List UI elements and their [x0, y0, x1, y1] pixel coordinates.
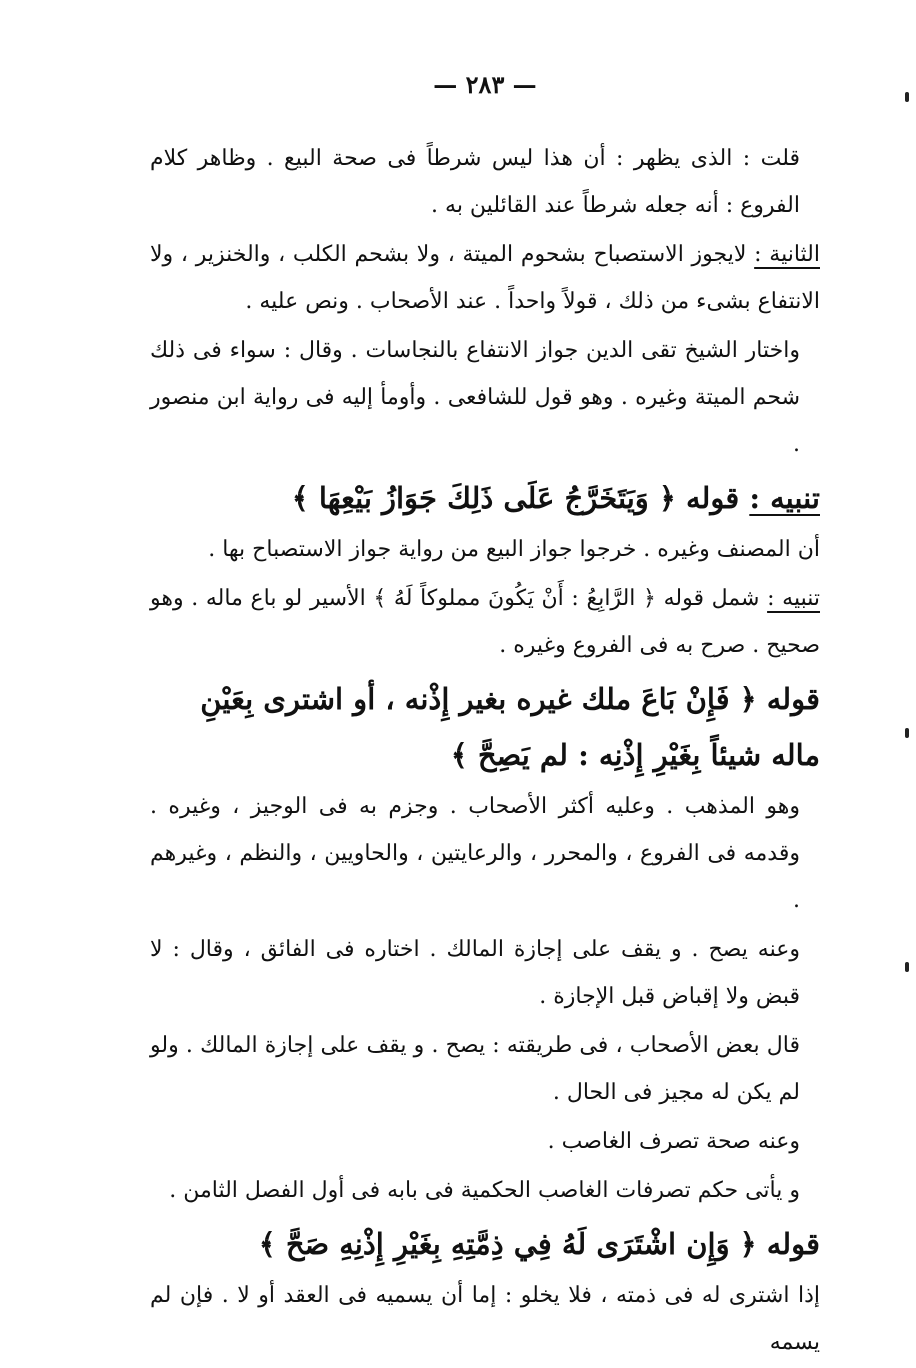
paragraph-text: قال بعض الأصحاب ، فى طريقته : يصح . و يقف على إجازة المالك . ولو لم يكن له مجيز فى الحال . [150, 1033, 800, 1105]
paragraph-text: شمل قوله ﴿ الرَّابِعُ : أَنْ يَكُونَ مملوكاً لَهُ ﴾ الأسير لو باع ماله . وهو صحيح . صرح به فى الفروع وغيره . [150, 586, 820, 658]
paragraph-text: إذا اشترى له فى ذمته ، فلا يخلو : إما أن يسميه فى العقد أو لا . فإن لم يسمه [150, 1283, 820, 1355]
paragraph-second-issue [150, 231, 820, 325]
paragraph [150, 327, 820, 468]
quoted-heading [150, 470, 820, 526]
paragraph-text: أن المصنف وغيره . خرجوا جواز البيع من رواية جواز الاستصباح بها . [208, 537, 820, 562]
heading-text: قوله ﴿ فَإِنْ بَاعَ ملك غيره بغير إِذْنه ، أو اشترى بِعَيْنِ ماله شيئاً بِغَيْرِ إِذْنِه : لم يَصِحَّ ﴾ [200, 682, 820, 772]
paragraph-text: لايجوز الاستصباح بشحوم الميتة ، ولا بشحم الكلب ، والخنزير ، ولا الانتفاع بشىء من ذلك ، قولاً واحداً . عند الأصحاب . ونص عليه . [150, 242, 820, 314]
paragraph [150, 1118, 820, 1165]
paragraph-text: قلت : الذى يظهر : أن هذا ليس شرطاً فى صحة البيع . وظاهر كلام الفروع : أنه جعله شرطاً عند القائلين به . [150, 146, 800, 218]
paragraph-text: وهو المذهب . وعليه أكثر الأصحاب . وجزم به فى الوجيز ، وغيره . وقدمه فى الفروع ، والمحرر ، والرعايتين ، والحاويين ، والنظم ، وغيرهم . [150, 794, 800, 913]
heading-text: قوله ﴿ وَيَتَخَرَّجُ عَلَى ذَلِكَ جَوَازُ بَيْعِهَا ﴾ [291, 481, 750, 515]
margin-mark [905, 92, 909, 102]
margin-mark [905, 962, 909, 972]
quoted-heading [150, 671, 820, 783]
paragraph-text: و يأتى حكم تصرفات الغاصب الحكمية فى بابه فى أول الفصل الثامن . [169, 1178, 800, 1203]
paragraph-text: وعنه صحة تصرف الغاصب . [547, 1129, 800, 1154]
paragraph [150, 135, 820, 229]
paragraph-text: واختار الشيخ تقى الدين جواز الانتفاع بالنجاسات . وقال : سواء فى ذلك شحم الميتة وغيره . وهو قول للشافعى . وأومأ إليه فى رواية ابن منصور . [150, 338, 800, 457]
paragraph [150, 783, 820, 924]
paragraph [150, 1272, 820, 1366]
quoted-heading [150, 1216, 820, 1272]
paragraph [150, 1022, 820, 1116]
paragraph-text: وعنه يصح . و يقف على إجازة المالك . اختاره فى الفائق ، وقال : لا قبض ولا إقباض قبل الإجازة . [150, 937, 800, 1009]
heading-text: قوله ﴿ وَإِن اشْتَرَى لَهُ فِي ذِمَّتِهِ بِغَيْرِ إِذْنِهِ صَحَّ ﴾ [258, 1227, 820, 1261]
paragraph [150, 926, 820, 1020]
paragraph [150, 1167, 820, 1214]
paragraph-note [150, 575, 820, 669]
page-number: — ٢٨٣ — [433, 70, 537, 99]
margin-mark [905, 728, 909, 738]
note-label: تنبيه : [749, 481, 820, 515]
section-label: الثانية : [754, 242, 820, 267]
document-page [150, 70, 820, 1368]
note-label: تنبيه : [767, 586, 820, 611]
paragraph [150, 526, 820, 573]
